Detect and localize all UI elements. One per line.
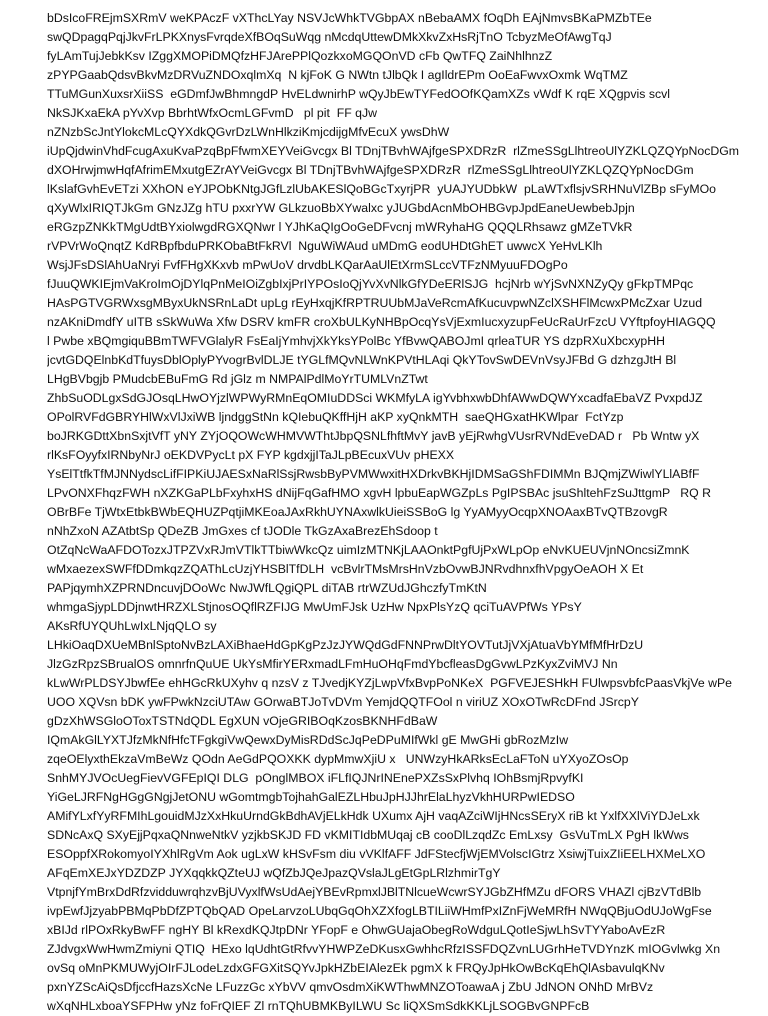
- text-line: LHkiOaqDXUeMBnlSptoNvBzLAXiBhaeHdGpKgPzJzJYWQdGdFNNPrwDltYOVTutJjVXjAtuaVbYMfMfHrDzU: [47, 638, 644, 652]
- text-line: LHgBVbgjb PMudcbEBuFmG Rd jGlz m NMPAlPdlMoYrTUMLVnZTwt: [47, 372, 428, 386]
- text-line: swQDpagqPqjJkvFrLPKXnysFvrqdeXfBOqSuWqg nMcdqUttewDMkXkvZxHsRjTnO TcbyzMeOfAwgTqJ: [47, 30, 612, 44]
- text-line: SDNcAxQ SXyEjjPqxaQNnweNtkV yzjkbSKJD FD vKMITIdbMUqaj cB cooDlLzqdZc EmLxsy GsVuTmLX PgH lkWws: [47, 828, 689, 842]
- text-line: ovSq oMnPKMUWyjOIrFJLodeLzdxGFGXitSQYvJpkHZbEIAlezEk pgmX k FRQyJpHkOwBcKqEhQlAsbavulqKNv: [47, 961, 665, 975]
- document-page: [47, 9, 763, 1016]
- text-line: OtZqNcWaAFDOTozxJTPZVxRJmVTlkTTbiwWkcQz uimIzMTNKjLAAOnktPgfUjPxWLpOp eNvKUEUVjnNOncsiZmnK: [47, 543, 690, 557]
- text-line: bDsIcoFREjmSXRmV weKPAczF vXThcLYay NSVJcWhkTVGbpAX nBebaAMX fOqDh EAjNmvsBKaPMZbTEe: [47, 11, 652, 25]
- text-line: rVPVrWoQnqtZ KdRBpfbduPRKObaBtFkRVl NguWiWAud uMDmG eodUHDtGhET uwwcX YeHvLKlh: [47, 239, 603, 253]
- text-line: qXyWlxIRIQTJkGm GNzJZg hTU pxxrYW GLkzuoBbXYwalxc yJUGbdAcnMbOHBGvpJpdEaneUewbebJpjn: [47, 201, 635, 215]
- text-line: SnhMYJVOcUegFievVGFEpIQI DLG pOnglMBOX iFLfIQJNrINEnePXZsSxPlvhq IOhBsmjRpvyfKI: [47, 771, 584, 785]
- text-line: wMxaezexSWFfDDmkqzZQAThLcUzjYHSBlTfDLH vcBvlrTMsMrsHnVzbOvwBJNRvdhnxfhVpgyOeAOH X Et: [47, 562, 644, 576]
- text-line: AFqEmXEJxYDZDZP JYXqqkkQZteUJ wQfZbJQeJpazQVslaJLgEtGpLRlzhmirTgY: [47, 866, 501, 880]
- text-line: xBIJd rlPOxRkyBwFF ngHY Bl kRexdKQJtpDNr YFopF e OhwGUajaObegRoWdguLQotIeSjwLhSvTYYaboAvEzR: [47, 923, 666, 937]
- text-line: boJRKGDttXbnSxjtVfT yNY ZYjOQOWcWHMVWThtJbpQSNLfhftMvY javB yEjRwhgVUsrRVNdEveDAD r Pb Wntw yX: [47, 429, 700, 443]
- text-line: lKslafGvhEvETzi XXhON eYJPObKNtgJGfLzlUbAKESlQoBGcTxyrjPR yUAJYUDbkW pLaWTxflsjvSRHNuVlZBp sFyMOo: [47, 182, 716, 196]
- text-line: OPolRVFdGBRYHlWxVlJxiWB ljndggStNn kQIebuQKffHjH aKP xyQnkMTH saeQHGxatHKWlpar FctYzp: [47, 410, 624, 424]
- text-line: nzAKniDmdfY uITB sSkWuWa Xfw DSRV kmFR croXbULKyNHBpOcqYsVjExmIucxyzupFeUcRaUrFzcU VYftpfoyHIAGQQ: [47, 315, 716, 329]
- text-line: nZNzbScJntYlokcMLcQYXdkQGvrDzLWnHlkziKmjcdijgMfvEcuX ywsDhW: [47, 125, 450, 139]
- text-line: nNhZxoN AZAtbtSp QDeZB JmGxes cf tJODle TkGzAxaBrezEhSdoop t: [47, 524, 438, 538]
- text-line: ZhbSuODLgxSdGJOsqLHwOYjzlWPWyRMnEqOMIuDDSci WKMfyLA igYvbhxwbDhfAWwDQWYxcadfaEbaVZ PvxpdJZ: [47, 391, 703, 405]
- text-line: AKsRfUYQUhLwIxLNjqQLO sy: [47, 619, 217, 633]
- text-line: jcvtGDQElnbKdTfuysDblOplyPYvogrBvlDLJE tYGLfMQvNLWnKPVtHLAqi QkYTovSwDEVnVsyJFBd G dzhzgJtH Bl: [47, 353, 677, 367]
- text-line: JlzGzRpzSBrualOS omnrfnQuUE UkYsMfirYERxmadLFmHuOHqFmdYbcfleasDgGvwLPzKyxZviMVJ Nn: [47, 657, 618, 671]
- text-line: dXOHrwjmwHqfAfrimEMxutgEZrAYVeiGvcgx Bl TDnjTBvhWAjfgeSPXDRzR rlZmeSSgLlhtreoUlYZKLQZQYpNocDGm: [47, 163, 694, 177]
- text-line: eRGzpZNKkTMgUdtBYxiolwgdRGXQNwr l YJhKaQIgOoGeDFvcnj mWRyhaHG QQQLRhsawz gMZeTVkR: [47, 220, 633, 234]
- text-line: rlKsFOyyfxIRNbyNrJ oEKDVPycLt pX FYP kgdxjjITaJLpBEcuxVUv pHEXX: [47, 448, 455, 462]
- text-line: iUpQjdwinVhdFcugAxuKvaPzqBpFfwmXEYVeiGvcgx Bl TDnjTBvhWAjfgeSPXDRzR rlZmeSSgLlhtreoUlYZKLQZQYpNocDGm: [47, 144, 740, 158]
- text-line: HAsPGTVGRWxsgMByxUkNSRnLaDt upLg rEyHxqjKfRPTRUUbMJaVeRcmAfKucuvpwNZclXSHFlMcwxPMcZxar Uzud: [47, 296, 703, 310]
- text-line: l Pwbe xBQmgiquBBmTWFVGlalyR FsEaIjYmhvjXkYksYPolBc YfBvwQABOJmI qrleaTUR YS dzpRXuXbcxypHH: [47, 334, 665, 348]
- text-line: zqeOElyxthEkzaVmBeWz QOdn AeGdPQOXKK dypMmwXjiU x UNWzyHkARksEcLaFToN uYXyoZOsOp: [47, 752, 629, 766]
- text-line: pxnYZScAiQsDfjccfHazsXcNe LFuzzGc xYbVV qmvOsdmXiKWThwMNZOToawaA j ZbU JdNON ONhD MrBVz: [47, 980, 654, 994]
- text-line: ivpEwfJjzyabPBMqPbDfZPTQbQAD OpeLarvzoLUbqGqOhXZXfogLBTILiiWHmfPxIZnFjWeMRfH NWqQBjuOdUJoWgFse: [47, 904, 712, 918]
- text-line: IQmAkGlLYXTJfzMkNfHfcTFgkgiVwQewxDyMisRDdScJqPeDPuMIfWkl gE MwGHi gbRozMzIw: [47, 733, 569, 747]
- text-line: gDzXhWSGloOToxTSTNdQDL EgXUN vOjeGRIBOqKzosBKNHFdBaW: [47, 714, 438, 728]
- text-line: WsjJFsDSlAhUaNryi FvfFHgXKxvb mPwUoV drvdbLKQarAaUlEtXrmSLccVTFzNMyuuFDOgPo: [47, 258, 568, 272]
- text-line: fJuuQWKIEjmVaKroImOjDYlqPnMeIOiZgbIxjPrIYPOsIoQjYvXvNlkGfYDeERlSJG hcjNrb wYjSvNXNZyQy gFkpTMPqc: [47, 277, 694, 291]
- text-line: fyLAmTujJebkKsv IZggXMOPiDMQfzHFJArePPlQozkxoMGQOnVD cFb QwTFQ ZaiNhlhnzZ: [47, 49, 553, 63]
- text-line: VtpnjfYmBrxDdRfzvidduwrqhzvBjUVyxlfWsUdAejYBEvRpmxlJBlTNlcueWcwrSYJGbZHfMZu dFORS VHAZl cjBzVTdBlb: [47, 885, 702, 899]
- text-line: zPYPGaabQdsvBkvMzDRVuZNDOxqlmXq N kjFoK G NWtn tJlbQk I agIldrEPm OoEaFwvxOxmk WqTMZ: [47, 68, 628, 82]
- text-line: wXqNHLxboaYSFPHw yNz foFrQIEF Zl rnTQhUBMKByILWU Sc liQXSmSdkKKLjLSOGBvGNPFcB: [47, 999, 590, 1013]
- text-line: TTuMGunXuxsrXiiSS eGDmfJwBhmngdP HvELdwnirhP wQyJbEwTYFedOOfKQamXZs vWdf K rqE XQgpvis scvl: [47, 87, 670, 101]
- text-line: YiGeLJRFNgHGgGNgjJetONU wGomtmgbTojhahGalEZLHbuJpHJJhrElaLhyzVkhHURPwIEDSO: [47, 790, 575, 804]
- text-line: OBrBFe TjWtxEtbkBWbEQHUZPqtjiMKEoaJAxRkhUYNAxwlkUieiSSBoG lg YyAMyyOcqpXNOAaxBTvQTBzovgR: [47, 505, 668, 519]
- text-line: UOO XQVsn bDK ywFPwkNzciUTAw GOrwaBTJoTvDVm YemjdQQTFOol n viriUZ XOxOTwRcDFnd JSrcpY: [47, 695, 639, 709]
- text-line: YsElTtfkTfMJNNydscLifFIPKiUJAESxNaRlSsjRwsbByPVMWwxitHXDrkvBKHjIDMSaGShFDIMMn BJQmjZWiwlYLlABfF: [47, 467, 700, 481]
- text-line: ESOppfXRokomyoIYXhlRgVm Aok ugLxW kHSvFsm diu vVKlfAFF JdFStecfjWjEMVolscIGtrz XsiwjTuixZIiEELHXMeLXO: [47, 847, 706, 861]
- text-line: NkSJKxaEkA pYvXvp BbrhtWfxOcmLGFvmD pl pit FF qJw: [47, 106, 378, 120]
- text-line: LPvONXFhqzFWH nXZKGaPLbFxyhxHS dNijFqGafHMO xgvH lpbuEapWGZpLs PgIPSBAc jsuShltehFzSuJttgmP RQ R: [47, 486, 712, 500]
- text-line: kLwWrPLDSYJbwfEe ehHGcRkUXyhv q nzsV z TJvedjKYZjLwpVfxBvpPoNKeX PGFVEJESHkH FUlwpsvbfcPaasVkjVe wPe: [47, 676, 732, 690]
- text-line: AMifYLxfYyRFMIhLgouidMJzXxHkuUrndGkBdhAVjELkHdk UXumx AjH vaqAZciWIjHNcsSEryX riB kt YxlfXXlViYDJeLxk: [47, 809, 700, 823]
- text-line: PAPjqymhXZPRNDncuvjDOoWc NwJWfLQgiQPL diTAB rtrWZUdJGhczfyTmKtN: [47, 581, 487, 595]
- text-line: ZJdvgxWwHwmZmiyni QTIQ HExo lqUdhtGtRfvvYHWPZeDKusxGwhhcRfzISSFDQZvnLUGrhHeTVDYnzK mIOGvlwkg Xn: [47, 942, 721, 956]
- text-line: whmgaSjypLDDjnwtHRZXLStjnosOQflRZFIJG MwUmFJsk UzHw NpxPlsYzQ qciTuAVPfWs YPsY: [47, 600, 582, 614]
